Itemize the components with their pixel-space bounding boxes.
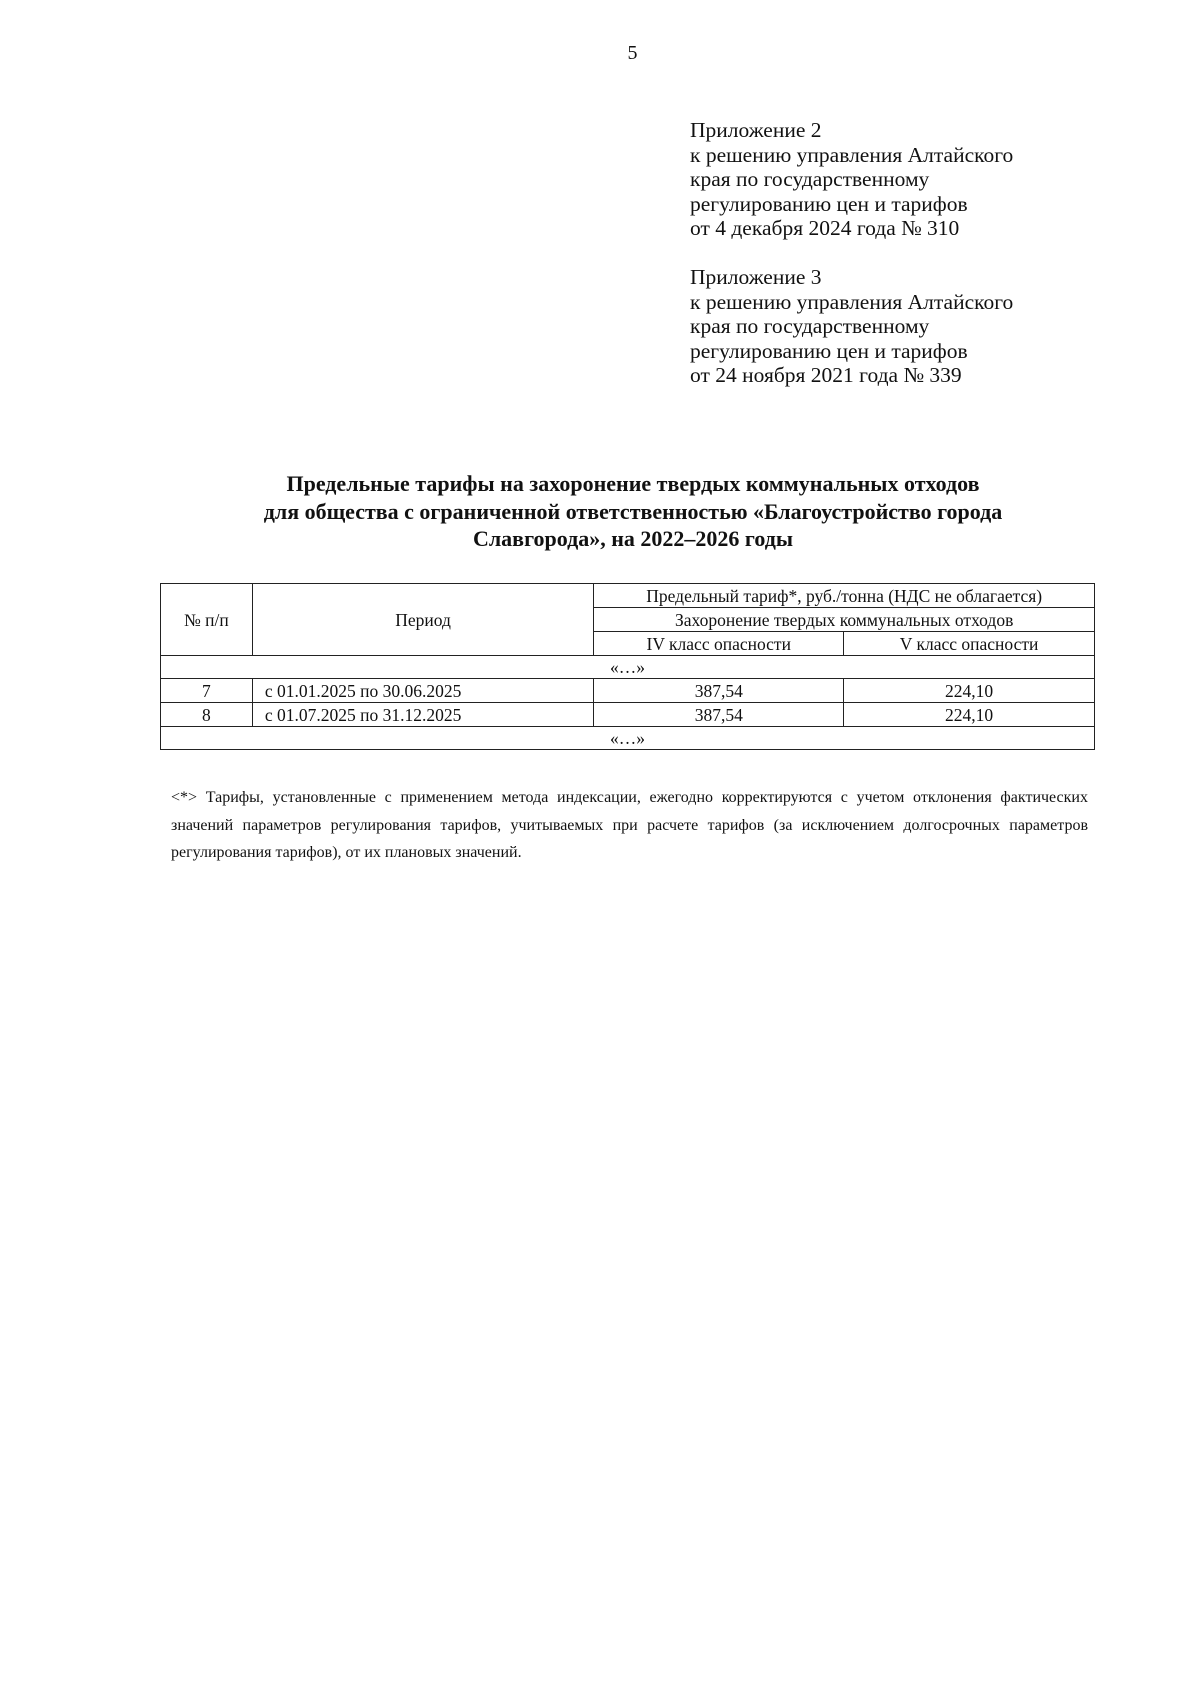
document-title xyxy=(150,470,1116,553)
annex-line: Приложение 2 xyxy=(690,118,822,142)
row-class-5: 224,10 xyxy=(844,703,1095,727)
table-header-row xyxy=(161,584,1095,608)
page-number: 5 xyxy=(627,42,638,64)
tariff-table xyxy=(160,583,1095,750)
annex-line: от 4 декабря 2024 года № 310 xyxy=(690,216,960,240)
header-class-5: V класс опасности xyxy=(844,632,1095,656)
title-line: Предельные тарифы на захоронение твердых коммунальных отходов xyxy=(286,471,980,496)
annex-line: к решению управления Алтайского xyxy=(690,289,1014,314)
row-period: с 01.07.2025 по 31.12.2025 xyxy=(252,703,593,727)
header-class-4: IV класс опасности xyxy=(594,632,844,656)
table-row xyxy=(161,703,1095,727)
row-number: 7 xyxy=(161,679,253,703)
table-row xyxy=(161,679,1095,703)
row-class-4: 387,54 xyxy=(594,703,844,727)
row-period: с 01.01.2025 по 30.06.2025 xyxy=(252,679,593,703)
annex-line: края по государственному xyxy=(690,167,930,191)
ellipsis-cell: «…» xyxy=(161,656,1095,679)
title-line: для общества с ограниченной ответственностью «Благоустройство города xyxy=(263,498,1003,524)
row-class-5: 224,10 xyxy=(844,679,1095,703)
header-period: Период xyxy=(252,584,593,656)
annex-3-heading xyxy=(690,265,1013,388)
table-row-ellipsis xyxy=(161,656,1095,679)
table-row-ellipsis xyxy=(161,727,1095,750)
annex-line: края по государственному xyxy=(690,314,930,338)
header-number: № п/п xyxy=(161,584,253,656)
footnote: <*> Тарифы, установленные с применением метода индексации, ежегодно корректируются с учетом отклонения фактических значений параметров регулирования тарифов, учитываемых при расчете тарифов (за исключением долгосрочных параметров регулирования тарифов), от их плановых значений. xyxy=(171,789,1088,861)
annex-line: Приложение 3 xyxy=(690,265,822,289)
ellipsis-cell: «…» xyxy=(161,727,1095,750)
row-class-4: 387,54 xyxy=(594,679,844,703)
annex-2-heading xyxy=(690,118,1013,241)
annex-line: регулированию цен и тарифов xyxy=(690,338,968,363)
annex-line: к решению управления Алтайского xyxy=(690,142,1014,167)
annex-line: регулированию цен и тарифов xyxy=(690,191,968,216)
row-number: 8 xyxy=(161,703,253,727)
header-tariff: Предельный тариф*, руб./тонна (НДС не облагается) xyxy=(594,584,1095,608)
annex-line: от 24 ноября 2021 года № 339 xyxy=(690,363,962,387)
header-service: Захоронение твердых коммунальных отходов xyxy=(594,608,1095,632)
title-line: Славгорода», на 2022–2026 годы xyxy=(472,526,794,551)
